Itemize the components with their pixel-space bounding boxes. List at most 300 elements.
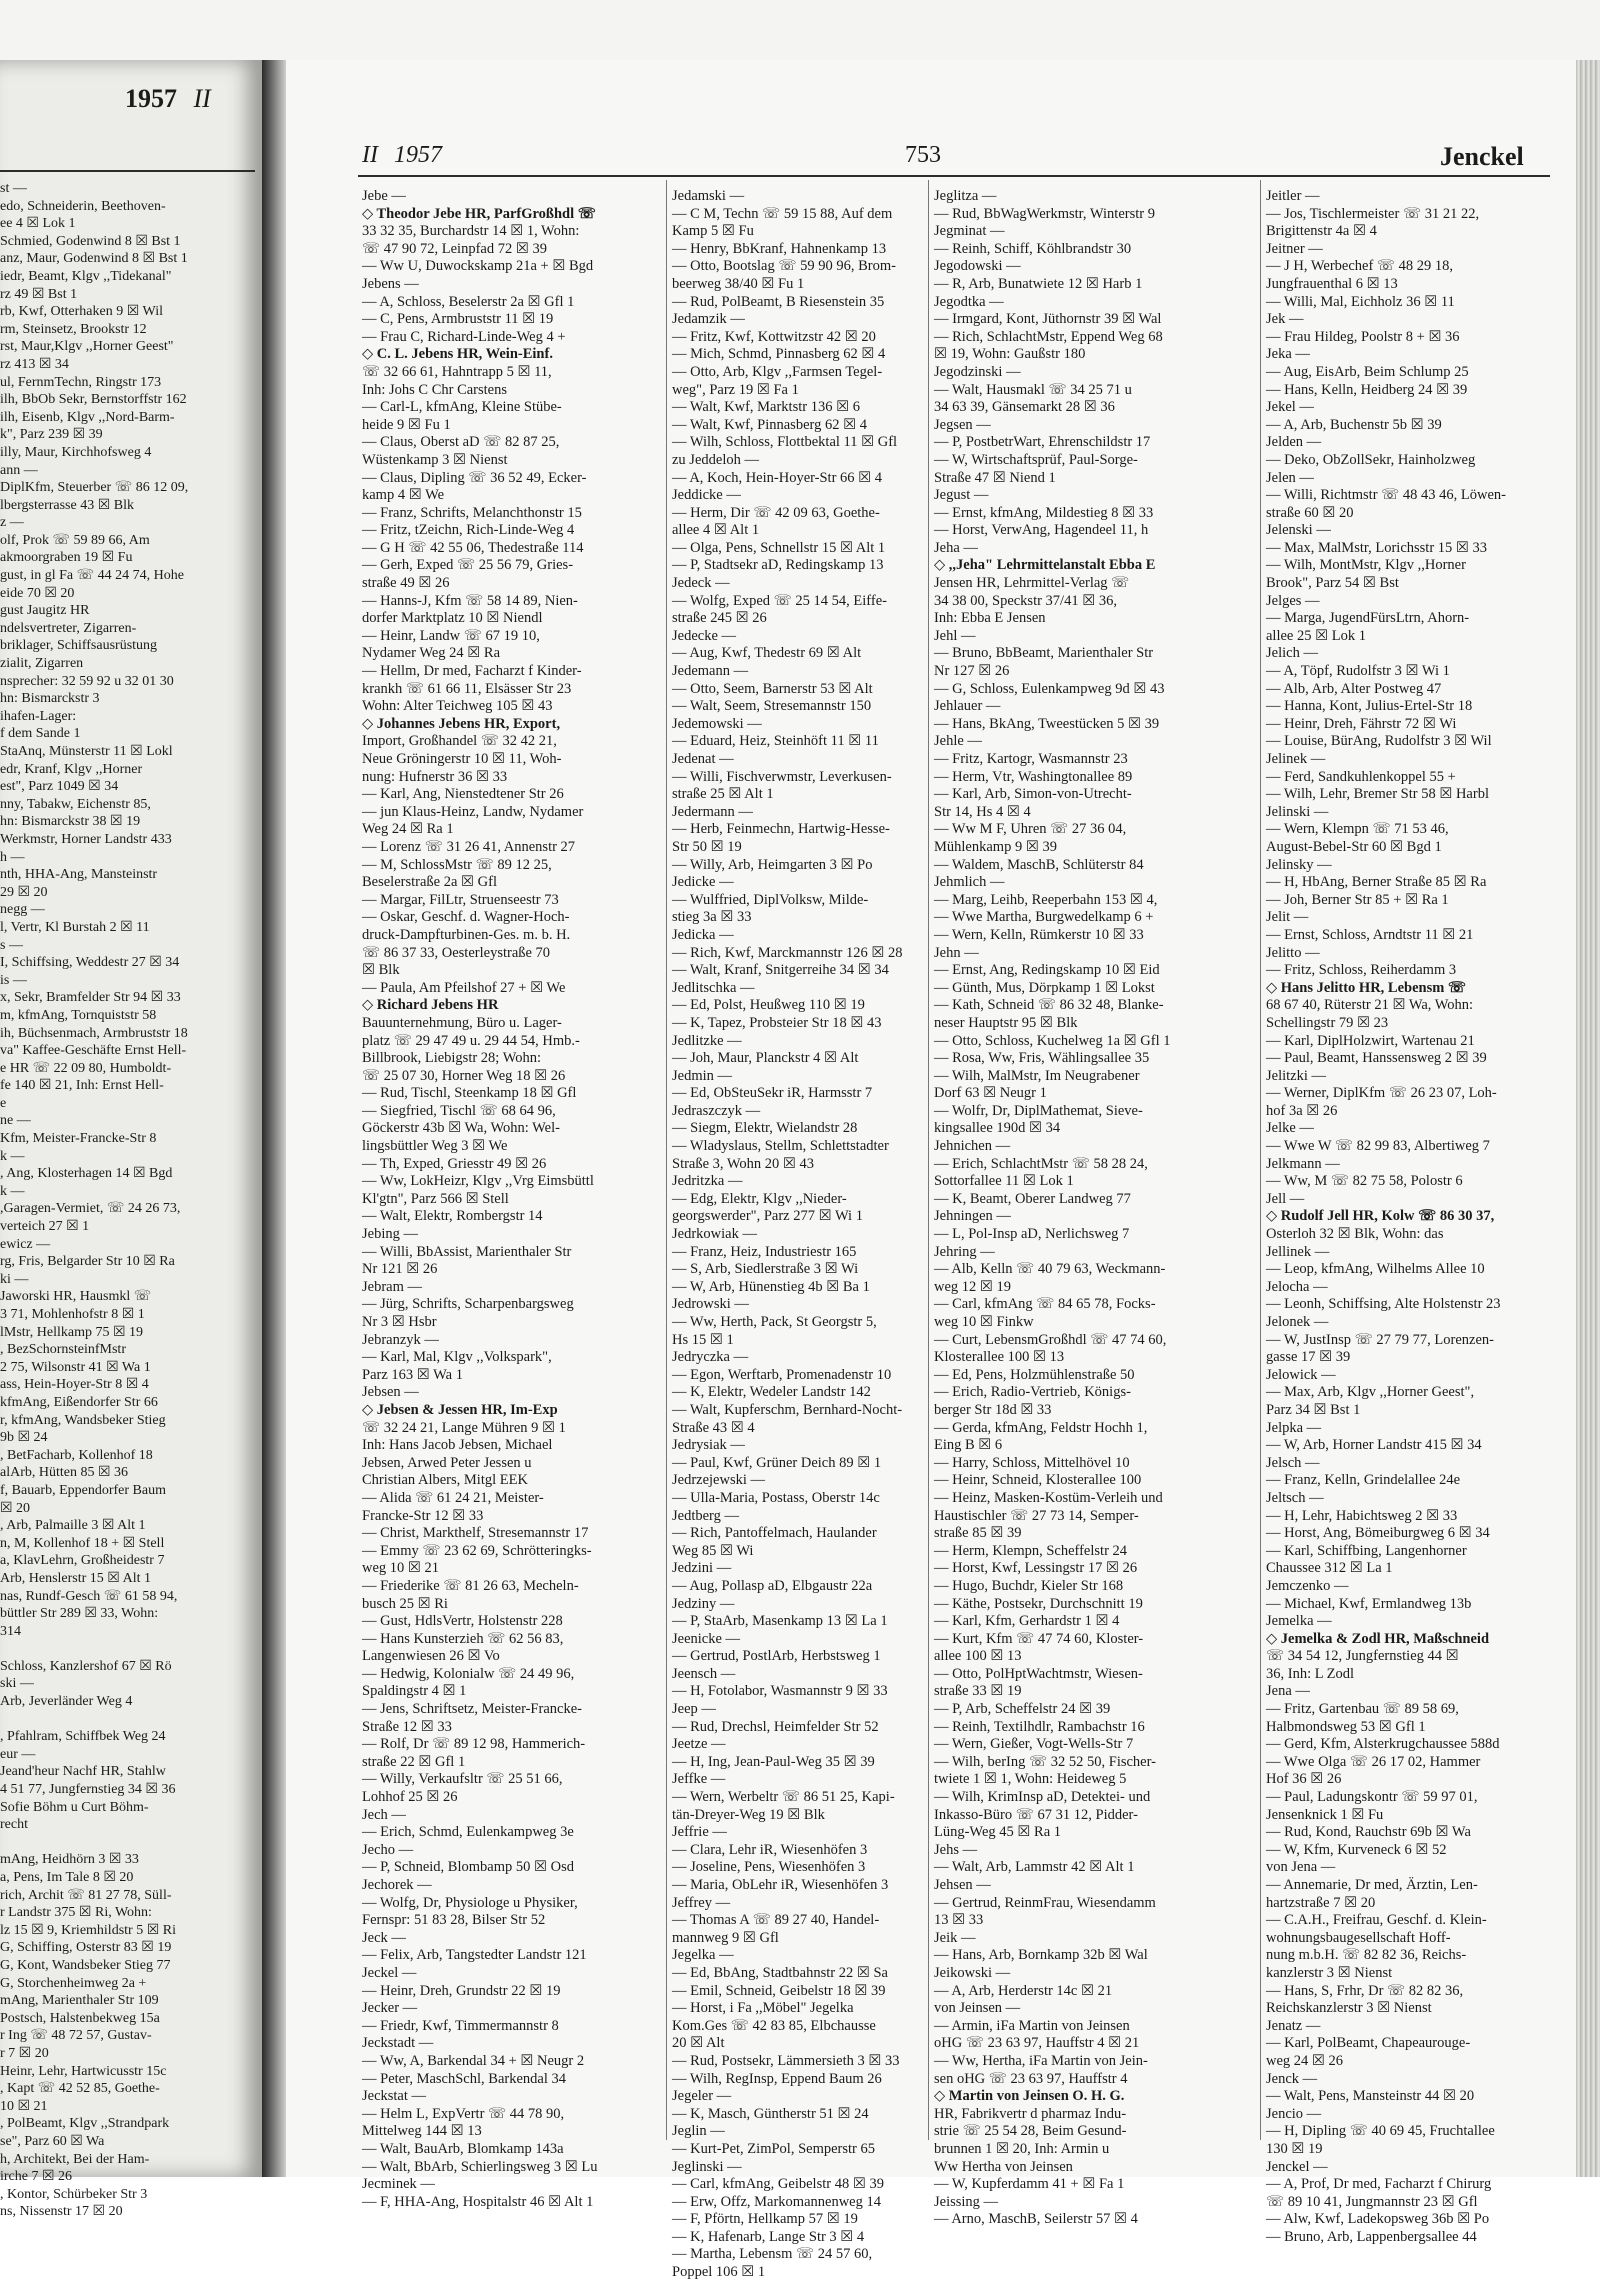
directory-entry-line — [0, 1711, 255, 1729]
directory-entry-line: ☏ 86 37 33, Oesterleystraße 70 — [362, 944, 551, 961]
directory-entry-line: — Alb, Arb, Alter Postweg 47 — [1266, 680, 1442, 697]
directory-entry-line: Jedermann — — [672, 803, 753, 820]
directory-entry-line: — Egon, Werftarb, Promenadenstr 10 — [672, 1366, 892, 1383]
directory-entry-line: Jeha — — [934, 539, 978, 556]
directory-entry-line: — Wilh, RegInsp, Eppend Baum 26 — [672, 2070, 882, 2087]
directory-entry-line: Straße 12 ☒ 33 — [362, 1718, 452, 1735]
directory-entry-line: — Heinr, Dreh, Fährstr 72 ☒ Wi — [1266, 715, 1457, 732]
directory-entry-line: Str 14, Hs 4 ☒ 4 — [934, 803, 1031, 820]
directory-entry-line: , BetFacharb, Kollenhof 18 — [0, 1447, 153, 1463]
directory-entry-line: Nr 3 ☒ Hsbr — [362, 1314, 437, 1330]
directory-column-3 — [934, 188, 1256, 2228]
directory-entry-line: Import, Großhandel ☏ 32 42 21, — [362, 733, 557, 750]
directory-entry-line: 68 67 40, Rüterstr 21 ☒ Wa, Wohn: — [1266, 997, 1474, 1014]
directory-entry-line: ki — — [0, 1271, 29, 1287]
directory-entry-line: — Willi, Richtmstr ☏ 48 43 46, Löwen- — [1266, 487, 1507, 504]
directory-entry-line: Weg 24 ☒ Ra 1 — [362, 821, 454, 838]
directory-entry-line: Spaldingstr 4 ☒ 1 — [362, 1683, 467, 1700]
directory-entry-line: — W, Kupferdamm 41 + ☒ Fa 1 — [934, 2176, 1125, 2193]
directory-entry-line: ns, Nissenstr 17 ☒ 20 — [0, 2204, 123, 2220]
directory-entry-line: ☏ 47 90 72, Leinpfad 72 ☒ 39 — [362, 240, 547, 257]
directory-entry-line: weg", Parz 19 ☒ Fa 1 — [672, 381, 799, 398]
directory-entry-line: — Martha, Lebensm ☏ 24 57 60, — [672, 2246, 873, 2263]
directory-entry-line: — Ulla-Maria, Postass, Oberstr 14c — [672, 1489, 880, 1506]
directory-entry-line: ☒ 19, Wohn: Gaußstr 180 — [934, 346, 1086, 363]
directory-entry-line: Jech — — [362, 1806, 406, 1823]
directory-entry-line: ne — — [0, 1113, 31, 1129]
directory-entry-line: Jeltsch — — [1266, 1489, 1324, 1506]
directory-entry-line: — Otto, Schloss, Kuchelweg 1a ☒ Gfl 1 — [934, 1032, 1171, 1049]
directory-entry-line: Dorf 63 ☒ Neugr 1 — [934, 1085, 1047, 1102]
directory-entry-line: — Curt, LebensmGroßhdl ☏ 47 74 60, — [934, 1331, 1167, 1348]
directory-entry-line: — Jos, Tischlermeister ☏ 31 21 22, — [1266, 205, 1480, 222]
directory-entry-line: gust, in gl Fa ☏ 44 24 74, Hohe — [0, 568, 184, 584]
directory-entry-line: zu Jeddeloh — — [672, 451, 759, 468]
directory-entry-line: Jegelka — — [672, 1947, 734, 1964]
left-volume: II — [193, 84, 211, 113]
directory-entry-line: — W, JustInsp ☏ 27 79 77, Lorenzen- — [1266, 1331, 1494, 1348]
directory-entry-line: — Paula, Am Pfeilshof 27 + ☒ We — [362, 979, 566, 996]
directory-entry-line: ilh, Eisenb, Klgv ,,Nord-Barm- — [0, 409, 175, 425]
directory-entry-line: — Olga, Pens, Schnellstr 15 ☒ Alt 1 — [672, 539, 886, 556]
directory-entry-line: eide 70 ☒ 20 — [0, 585, 75, 601]
directory-entry-line: — Fritz, Kwf, Kottwitzstr 42 ☒ 20 — [672, 328, 876, 345]
directory-entry-line: — Carl, kfmAng ☏ 84 65 78, Focks- — [934, 1296, 1156, 1313]
directory-entry-line: allee 4 ☒ Alt 1 — [672, 522, 760, 539]
directory-entry-line: — Karl, PolBeamt, Chapeaurouge- — [1266, 2035, 1471, 2052]
directory-entry-line: Jeckel — — [362, 1964, 417, 1981]
directory-entry-line: — Willi, BbAssist, Marienthaler Str — [362, 1243, 572, 1260]
directory-entry-line — [0, 1640, 255, 1658]
directory-entry-line: nas, Rundf-Gesch ☏ 61 58 94, — [0, 1588, 178, 1604]
directory-entry-line: rst, Maur,Klgv ,,Horner Geest" — [0, 339, 174, 355]
directory-entry-line: Jensenknick 1 ☒ Fu — [1266, 1806, 1384, 1823]
directory-entry-line: 29 ☒ 20 — [0, 884, 48, 900]
directory-entry-line: — Carl-L, kfmAng, Kleine Stübe- — [362, 399, 562, 416]
directory-entry-line: ski — — [0, 1676, 34, 1692]
directory-entry-line: mAng, Heidhörn 3 ☒ 33 — [0, 1852, 139, 1868]
directory-entry-line: straße 60 ☒ 20 — [1266, 504, 1354, 521]
directory-entry-line: anz, Maur, Godenwind 8 ☒ Bst 1 — [0, 251, 188, 267]
directory-entry-line: — Joh, Maur, Planckstr 4 ☒ Alt — [672, 1050, 859, 1067]
directory-entry-line: Jena — — [1266, 1683, 1310, 1700]
directory-entry-line: — Rud, Tischl, Steenkamp 18 ☒ Gfl — [362, 1085, 577, 1102]
directory-entry-line: ◇ Jebsen & Jessen HR, Im-Exp — [362, 1401, 558, 1418]
directory-entry-line: allee 100 ☒ 13 — [934, 1648, 1022, 1665]
directory-entry-line: — Leop, kfmAng, Wilhelms Allee 10 — [1266, 1261, 1485, 1278]
directory-entry-line: Jelinsky — — [1266, 856, 1332, 873]
directory-entry-line: Brook", Parz 54 ☒ Bst — [1266, 575, 1399, 592]
directory-entry-line: Inh: Hans Jacob Jebsen, Michael — [362, 1437, 553, 1454]
directory-entry-line: Inkasso-Büro ☏ 67 31 12, Pidder- — [934, 1806, 1138, 1823]
directory-entry-line: — Otto, Bootslag ☏ 59 90 96, Brom- — [672, 258, 896, 275]
directory-entry-line: — Alb, Kelln ☏ 40 79 63, Weckmann- — [934, 1261, 1166, 1278]
directory-entry-line: DiplKfm, Steuerber ☏ 86 12 09, — [0, 480, 189, 496]
directory-entry-line: — jun Klaus-Heinz, Landw, Nydamer — [362, 803, 584, 820]
directory-entry-line: — Rolf, Dr ☏ 89 12 98, Hammerich- — [362, 1736, 586, 1753]
directory-entry-line: lbergsterrasse 43 ☒ Blk — [0, 497, 134, 513]
directory-entry-line: , Kapt ☏ 42 52 85, Goethe- — [0, 2081, 160, 2097]
directory-entry-line: — Walt, Kupferschm, Bernhard-Nocht- — [672, 1401, 903, 1418]
directory-entry-line: Jeetze — — [672, 1736, 726, 1753]
directory-entry-line: Jedrysiak — — [672, 1437, 745, 1454]
directory-entry-line: neser Hauptstr 95 ☒ Blk — [934, 1014, 1078, 1031]
directory-entry-line: Jebranzyk — — [362, 1331, 439, 1348]
directory-entry-line: — Clara, Lehr iR, Wiesenhöfen 3 — [672, 1841, 868, 1858]
directory-entry-line: — Wilh, MontMstr, Klgv ,,Horner — [1266, 557, 1466, 574]
directory-entry-line: — H, Dipling ☏ 40 69 45, Fruchtallee — [1266, 2123, 1495, 2140]
directory-entry-line: — K, Beamt, Oberer Landweg 77 — [934, 1190, 1131, 1207]
directory-entry-line: — H, Fotolabor, Wasmannstr 9 ☒ 33 — [672, 1683, 888, 1700]
directory-entry-line: — Rich, SchlachtMstr, Eppend Weg 68 — [934, 328, 1163, 345]
directory-entry-line: straße 25 ☒ Alt 1 — [672, 786, 774, 803]
directory-entry-line: ih, Büchsenmach, Armbruststr 18 — [0, 1025, 188, 1041]
directory-entry-line: berger Str 18d ☒ 33 — [934, 1401, 1052, 1418]
directory-entry-line: — Horst, Kwf, Lessingstr 17 ☒ 26 — [934, 1560, 1138, 1577]
directory-entry-line: — Ed, Polst, Heußweg 110 ☒ 19 — [672, 997, 865, 1014]
directory-entry-line: Nydamer Weg 24 ☒ Ra — [362, 645, 501, 662]
directory-entry-line: brunnen 1 ☒ 20, Inh: Armin u — [934, 2140, 1110, 2157]
directory-entry-line: — Ed, BbAng, Stadtbahnstr 22 ☒ Sa — [672, 1964, 888, 1981]
directory-entry-line: — Siegfried, Tischl ☏ 68 64 96, — [362, 1102, 556, 1119]
directory-entry-line: Jekel — — [1266, 399, 1314, 416]
directory-entry-line: — Willi, Mal, Eichholz 36 ☒ 11 — [1266, 293, 1455, 310]
directory-entry-line: — Alida ☏ 61 24 21, Meister- — [362, 1489, 544, 1506]
directory-entry-line: — Frau Hildeg, Poolstr 8 + ☒ 36 — [1266, 328, 1460, 345]
directory-entry-line: druck-Dampfturbinen-Ges. m. b. H. — [362, 926, 571, 943]
directory-entry-line: — Joh, Berner Str 85 + ☒ Ra 1 — [1266, 891, 1449, 908]
directory-entry-line: — Ww, LokHeizr, Klgv ,,Vrg Eimsbüttl — [362, 1173, 594, 1190]
directory-entry-line: Chaussee 312 ☒ La 1 — [1266, 1560, 1393, 1577]
directory-entry-line: Straße 43 ☒ 4 — [672, 1419, 755, 1436]
directory-entry-line: weg 10 ☒ 21 — [362, 1560, 440, 1577]
directory-entry-line: Eing B ☒ 6 — [934, 1437, 1003, 1454]
directory-entry-line: — Margar, FilLtr, Struenseestr 73 — [362, 891, 559, 908]
directory-entry-line: — Walt, Kwf, Pinnasberg 62 ☒ 4 — [672, 416, 867, 433]
directory-entry-line: — Werner, DiplKfm ☏ 26 23 07, Loh- — [1266, 1085, 1497, 1102]
directory-entry-line: Schloss, Kanzlershof 67 ☒ Rö — [0, 1658, 172, 1674]
directory-entry-line: dorfer Marktplatz 10 ☒ Niendl — [362, 610, 543, 627]
directory-entry-line: — Ww, A, Barkendal 34 + ☒ Neugr 2 — [362, 2052, 585, 2069]
directory-entry-line: — Herm, Klempn, Scheffelstr 24 — [934, 1542, 1128, 1559]
directory-entry-line: — Wulffried, DiplVolksw, Milde- — [672, 891, 869, 908]
directory-entry-line: Inh: Johs C Chr Carstens — [362, 381, 507, 398]
directory-entry-line: — P, StaArb, Masenkamp 13 ☒ La 1 — [672, 1613, 888, 1630]
directory-entry-line: — Ernst, kfmAng, Mildestieg 8 ☒ 33 — [934, 504, 1154, 521]
directory-entry-line: — C.A.H., Freifrau, Geschf. d. Klein- — [1266, 1912, 1487, 1929]
directory-entry-line: ◇ ,,Jeha" Lehrmittelanstalt Ebba E — [934, 557, 1156, 574]
directory-entry-line: — Irmgard, Kont, Jüthornstr 39 ☒ Wal — [934, 311, 1162, 328]
directory-entry-line: mAng, Marienthaler Str 109 — [0, 1993, 159, 2009]
directory-entry-line: Jelitzki — — [1266, 1067, 1327, 1084]
directory-entry-line: StaAnq, Münsterstr 11 ☒ Lokl — [0, 744, 173, 759]
directory-entry-line: — Deko, ObZollSekr, Hainholzweg — [1266, 451, 1476, 468]
directory-entry-line: — W, Arb, Horner Landstr 415 ☒ 34 — [1266, 1437, 1482, 1454]
directory-entry-line: Halbmondsweg 53 ☒ Gfl 1 — [1266, 1718, 1426, 1735]
directory-entry-line: 13 ☒ 33 — [934, 1912, 984, 1929]
directory-entry-line: Jenatz — — [1266, 2017, 1321, 2034]
directory-entry-line: — Hugo, Buchdr, Kieler Str 168 — [934, 1577, 1124, 1594]
directory-entry-line: — Rud, BbWagWerkmstr, Winterstr 9 — [934, 205, 1155, 222]
directory-entry-line: h — — [0, 849, 25, 865]
directory-entry-line — [0, 1834, 255, 1852]
directory-entry-line: , Arb, Palmaille 3 ☒ Alt 1 — [0, 1518, 146, 1534]
directory-entry-line: ewicz — — [0, 1236, 51, 1252]
directory-entry-line: — Friederike ☏ 81 26 63, Mecheln- — [362, 1577, 579, 1594]
directory-entry-line: Jegodtka — — [934, 293, 1004, 310]
directory-entry-line: — Joseline, Pens, Wiesenhöfen 3 — [672, 1859, 866, 1876]
directory-entry-line: k — — [0, 1148, 25, 1164]
directory-entry-line: rb, Kwf, Otterhaken 9 ☒ Wil — [0, 304, 163, 320]
directory-entry-line: lMstr, Hellkamp 75 ☒ 19 — [0, 1324, 144, 1340]
directory-entry-line: I, Schiffsing, Weddestr 27 ☒ 34 — [0, 955, 180, 971]
directory-entry-line: Jelges — — [1266, 592, 1320, 609]
directory-entry-line: Jeglinski — — [672, 2158, 742, 2175]
directory-entry-line: — Bruno, BbBeamt, Marienthaler Str — [934, 645, 1154, 662]
directory-entry-line: straße 49 ☒ 26 — [362, 575, 450, 592]
directory-entry-line: oHG ☏ 23 63 97, Hauffstr 4 ☒ 21 — [934, 2035, 1140, 2052]
directory-entry-line: Poppel 106 ☒ 1 — [672, 2264, 766, 2281]
directory-entry-line: Jedicke — — [672, 874, 734, 891]
directory-entry-line: — Wladyslaus, Stellm, Schlettstadter — [672, 1138, 889, 1155]
directory-entry-line: Jedmin — — [672, 1067, 733, 1084]
directory-entry-line: , BezSchornsteinfMstr — [0, 1342, 126, 1358]
directory-entry-line: Jeffrie — — [672, 1824, 727, 1841]
directory-entry-line: f dem Sande 1 — [0, 726, 81, 742]
directory-entry-line: Jeckstat — — [362, 2088, 427, 2105]
directory-entry-line: s — — [0, 937, 23, 953]
directory-entry-line: nny, Tabakw, Eichenstr 85, — [0, 796, 151, 812]
directory-entry-line: Brigittenstr 4a ☒ 4 — [1266, 223, 1377, 240]
directory-entry-line: k", Parz 239 ☒ 39 — [0, 427, 103, 443]
directory-entry-line: Jeand'heur Nachf HR, Stahlw — [0, 1764, 166, 1780]
directory-entry-line: 33 32 35, Burchardstr 14 ☒ 1, Wohn: — [362, 223, 580, 240]
directory-entry-line: — F, HHA-Ang, Hospitalstr 46 ☒ Alt 1 — [362, 2193, 594, 2210]
directory-entry-line: ☏ 25 07 30, Horner Weg 18 ☒ 26 — [362, 1067, 566, 1084]
directory-entry-line: G, Schiffing, Osterstr 83 ☒ 19 — [0, 1940, 172, 1956]
directory-entry-line: — Erich, SchlachtMstr ☏ 58 28 24, — [934, 1155, 1148, 1172]
directory-entry-line: Jehningen — — [934, 1208, 1011, 1225]
directory-entry-line: — Otto, Arb, Klgv ,,Farmsen Tegel- — [672, 363, 883, 380]
directory-entry-line: — H, Lehr, Habichtsweg 2 ☒ 33 — [1266, 1507, 1458, 1524]
directory-entry-line: — W, Arb, Hünenstieg 4b ☒ Ba 1 — [672, 1278, 870, 1295]
directory-entry-line: — Herb, Feinmechn, Hartwig-Hesse- — [672, 821, 890, 838]
directory-entry-line: — Armin, iFa Martin von Jeinsen — [934, 2017, 1130, 2034]
directory-entry-line: — H, Ing, Jean-Paul-Weg 35 ☒ 39 — [672, 1753, 875, 1770]
directory-entry-line: — Walt, BauArb, Blomkamp 143a — [362, 2140, 564, 2157]
directory-entry-line: strie ☏ 25 54 28, Beim Gesund- — [934, 2123, 1127, 2140]
directory-entry-line: — Emmy ☏ 23 62 69, Schrötteringks- — [362, 1542, 592, 1559]
directory-entry-line: Hof 36 ☒ 26 — [1266, 1771, 1342, 1788]
directory-entry-line: — Gerda, kfmAng, Feldstr Hochh 1, — [934, 1419, 1148, 1436]
directory-entry-line: Kfm, Meister-Francke-Str 8 — [0, 1131, 157, 1147]
directory-entry-line: ◇ Martin von Jeinsen O. H. G. — [934, 2088, 1125, 2105]
directory-entry-line: sen oHG ☏ 23 63 97, Hauffstr 4 — [934, 2070, 1128, 2087]
directory-entry-line: — Aug, Kwf, Thedestr 69 ☒ Alt — [672, 645, 862, 662]
directory-entry-line: ,Garagen-Vermiet, ☏ 24 26 73, — [0, 1201, 181, 1217]
directory-entry-line: — Th, Exped, Griesstr 49 ☒ 26 — [362, 1155, 547, 1172]
directory-entry-line: rg, Fris, Belgarder Str 10 ☒ Ra — [0, 1254, 175, 1270]
directory-entry-line: von Jeinsen — — [934, 2000, 1021, 2017]
directory-entry-line: — Arno, MaschB, Seilerstr 57 ☒ 4 — [934, 2211, 1138, 2228]
directory-entry-line: — Walt, Seem, Stresemannstr 150 — [672, 698, 872, 715]
column-divider — [1260, 180, 1261, 2140]
directory-entry-line: — A, Arb, Herderstr 14c ☒ 21 — [934, 1982, 1113, 1999]
directory-entry-line: Jeck — — [362, 1929, 406, 1946]
directory-entry-line: Heinr, Lehr, Hartwicusstr 15c — [0, 2063, 167, 2079]
directory-entry-line: Jehnichen — — [934, 1138, 1011, 1155]
directory-entry-line: hartzstraße 7 ☒ 20 — [1266, 1894, 1376, 1911]
directory-entry-line: 130 ☒ 19 — [1266, 2140, 1323, 2157]
directory-entry-line: Haustischler ☏ 27 73 14, Semper- — [934, 1507, 1139, 1524]
directory-entry-line: Arb, Jeverländer Weg 4 — [0, 1694, 133, 1710]
directory-entry-line: Wohn: Alter Teichweg 105 ☒ 43 — [362, 698, 553, 715]
directory-entry-line: — Rud, Drechsl, Heimfelder Str 52 — [672, 1718, 879, 1735]
directory-entry-line: Jeka — — [1266, 346, 1310, 363]
directory-entry-line: Jelitto — — [1266, 944, 1320, 961]
directory-entry-line: nung m.b.H. ☏ 82 82 36, Reichs- — [1266, 1947, 1467, 1964]
directory-entry-line: — Karl, Ang, Nienstedtener Str 26 — [362, 786, 564, 803]
directory-entry-line: — Herm, Vtr, Washingtonallee 89 — [934, 768, 1133, 785]
directory-entry-line: hn: Bismarckstr 38 ☒ 19 — [0, 814, 141, 830]
directory-entry-line: — Otto, PolHptWachtmstr, Wiesen- — [934, 1665, 1143, 1682]
directory-entry-line: kamp 4 ☒ We — [362, 487, 445, 504]
directory-entry-line: Langenwiesen 26 ☒ Vo — [362, 1648, 500, 1665]
directory-entry-line: — A, Prof, Dr med, Facharzt f Chirurg — [1266, 2176, 1492, 2193]
directory-entry-line: — Erich, Radio-Vertrieb, Königs- — [934, 1384, 1131, 1401]
directory-entry-line: rich, Archit ☏ 81 27 78, Süll- — [0, 1887, 172, 1903]
directory-entry-line: edr, Kranf, Klgv ,,Horner — [0, 761, 143, 777]
directory-entry-line: HR, Fabrikvertr d pharmaz Indu- — [934, 2105, 1127, 2122]
directory-entry-line: — Wern, Gießer, Vogt-Wells-Str 7 — [934, 1736, 1134, 1753]
directory-entry-line: — Waldem, MaschB, Schlüterstr 84 — [934, 856, 1144, 873]
directory-entry-line: — Franz, Kelln, Grindelallee 24e — [1266, 1472, 1461, 1489]
directory-entry-line: k — — [0, 1183, 25, 1199]
directory-entry-line: e — [0, 1095, 7, 1111]
directory-entry-line: akmoorgraben 19 ☒ Fu — [0, 550, 133, 566]
directory-entry-line: , PolBeamt, Klgv ,,Strandpark — [0, 2116, 170, 2132]
directory-entry-line: — Hans Kunsterzieh ☏ 62 56 83, — [362, 1630, 564, 1647]
directory-entry-line: Jedemowski — — [672, 715, 762, 732]
directory-entry-line: twiete 1 ☒ 1, Wohn: Heideweg 5 — [934, 1771, 1127, 1788]
directory-entry-line: — Marg, Leihb, Reeperbahn 153 ☒ 4, — [934, 891, 1158, 908]
running-head-name: Jenckel — [1440, 142, 1524, 171]
directory-entry-line: wohnungsbaugesellschaft Hoff- — [1266, 1929, 1451, 1946]
left-page-column — [0, 180, 255, 2220]
directory-entry-line: — Wilh, KrimInsp aD, Detektei- und — [934, 1789, 1151, 1806]
directory-entry-line: Jeffrey — — [672, 1894, 731, 1911]
directory-entry-line: — Franz, Heiz, Industriestr 165 — [672, 1243, 857, 1260]
directory-entry-line: — Eduard, Heiz, Steinhöft 11 ☒ 11 — [672, 733, 879, 750]
directory-entry-line: — Wilh, MalMstr, Im Neugrabener — [934, 1067, 1140, 1084]
directory-entry-line: Jebing — — [362, 1226, 418, 1243]
directory-entry-line: — K, Hafenarb, Lange Str 3 ☒ 4 — [672, 2228, 865, 2245]
directory-entry-line: — Horst, i Fa ,,Möbel" Jegelka — [672, 2000, 854, 2017]
directory-entry-line: — Ww U, Duwockskamp 21a + ☒ Bgd — [362, 258, 594, 275]
directory-entry-line: Jegminat — — [934, 223, 1005, 240]
directory-entry-line: — Herm, Dir ☏ 42 09 63, Goethe- — [672, 504, 880, 521]
directory-entry-line: — Erw, Offz, Markomannenweg 14 — [672, 2193, 881, 2210]
directory-entry-line: Jedziny — — [672, 1595, 735, 1612]
directory-entry-line: r 7 ☒ 20 — [0, 2045, 49, 2061]
directory-entry-line: olf, Prok ☏ 59 89 66, Am — [0, 532, 150, 548]
directory-entry-line: — Aug, EisArb, Beim Schlump 25 — [1266, 363, 1469, 380]
directory-entry-line: ee 4 ☒ Lok 1 — [0, 216, 76, 232]
directory-entry-line: ☏ 89 10 41, Jungmannstr 23 ☒ Gfl — [1266, 2193, 1478, 2210]
directory-entry-line: edo, Schneiderin, Beethoven- — [0, 198, 166, 214]
directory-entry-line: — Karl, Arb, Simon-von-Utrecht- — [934, 786, 1132, 803]
directory-entry-line: Jeik — — [934, 1929, 976, 1946]
directory-entry-line: Jebsen, Arwed Peter Jessen u — [362, 1454, 532, 1471]
directory-entry-line: ul, FernmTechn, Ringstr 173 — [0, 374, 162, 390]
directory-entry-line: — Ww, Hertha, iFa Martin von Jein- — [934, 2052, 1148, 2069]
directory-entry-line: kingsallee 190d ☒ 34 — [934, 1120, 1061, 1137]
directory-entry-line: 20 ☒ Alt — [672, 2035, 725, 2052]
directory-entry-line: Jenckel — — [1266, 2158, 1328, 2175]
directory-entry-line: Jedamski — — [672, 188, 745, 204]
directory-entry-line: — Helm L, ExpVertr ☏ 44 78 90, — [362, 2105, 565, 2122]
directory-entry-line: — W, Kfm, Kurveneck 6 ☒ 52 — [1266, 1841, 1447, 1858]
directory-entry-line: h, Architekt, Bei der Ham- — [0, 2151, 150, 2167]
directory-entry-line: Jechorek — — [362, 1877, 432, 1893]
directory-entry-line: — Karl, Mal, Klgv ,,Volkspark", — [362, 1349, 552, 1366]
directory-entry-line: — Hanna, Kont, Julius-Ertel-Str 18 — [1266, 698, 1473, 715]
directory-entry-line: Jeckstadt — — [362, 2035, 434, 2052]
directory-entry-line: Jegust — — [934, 487, 989, 504]
directory-entry-line: Jecker — — [362, 2000, 418, 2017]
directory-entry-line: — Claus, Oberst aD ☏ 82 87 25, — [362, 434, 560, 451]
directory-entry-line: Kl'gtn", Parz 566 ☒ Stell — [362, 1190, 509, 1207]
left-running-head — [125, 84, 211, 114]
directory-entry-line: Jegeler — — [672, 2088, 732, 2105]
directory-entry-line: r Landstr 375 ☒ Ri, Wohn: — [0, 1905, 152, 1921]
directory-entry-line: — M, SchlossMstr ☏ 89 12 25, — [362, 856, 552, 873]
directory-entry-line: Arb, Henslerstr 15 ☒ Alt 1 — [0, 1570, 151, 1586]
directory-entry-line: — G, Schloss, Eulenkampweg 9d ☒ 43 — [934, 680, 1165, 697]
directory-entry-line: Jedlitschka — — [672, 979, 755, 996]
directory-entry-line: 9b ☒ 24 — [0, 1430, 48, 1446]
directory-entry-line: e HR ☏ 22 09 80, Humboldt- — [0, 1060, 172, 1076]
directory-entry-line: Jelinski — — [1266, 803, 1329, 820]
directory-entry-line: straße 245 ☒ 26 — [672, 610, 767, 627]
directory-entry-line: hof 3a ☒ 26 — [1266, 1102, 1338, 1119]
directory-entry-line: krankh ☏ 61 66 11, Elsässer Str 23 — [362, 680, 572, 697]
directory-entry-line: 34 63 39, Gänsemarkt 28 ☒ 36 — [934, 399, 1115, 416]
directory-entry-line: 2 75, Wilsonstr 41 ☒ Wa 1 — [0, 1359, 151, 1375]
directory-entry-line: straße 33 ☒ 19 — [934, 1683, 1022, 1700]
directory-entry-line: Jelich — — [1266, 645, 1318, 662]
directory-entry-line: Klosterallee 100 ☒ 13 — [934, 1349, 1065, 1366]
directory-entry-line: Mühlenkamp 9 ☒ 39 — [934, 838, 1057, 855]
directory-entry-line: — Erich, Schmd, Eulenkampweg 3e — [362, 1824, 574, 1841]
directory-entry-line: — Heinr, Landw ☏ 67 19 10, — [362, 627, 540, 644]
left-year: 1957 — [125, 84, 177, 113]
directory-entry-line: — Louise, BürAng, Rudolfstr 3 ☒ Wil — [1266, 733, 1492, 750]
directory-entry-line: Mittelweg 144 ☒ 13 — [362, 2123, 482, 2140]
directory-entry-line: — Oskar, Geschf. d. Wagner-Hoch- — [362, 909, 570, 926]
directory-entry-line: Jedlitzke — — [672, 1032, 742, 1049]
directory-entry-line: — Ww, M ☏ 82 75 58, Polostr 6 — [1266, 1173, 1463, 1190]
directory-entry-line: — Jens, Schriftsetz, Meister-Francke- — [362, 1701, 582, 1718]
directory-entry-line: x, Sekr, Bramfelder Str 94 ☒ 33 — [0, 990, 181, 1006]
directory-entry-line: — Ferd, Sandkuhlenkoppel 55 + — [1266, 768, 1456, 785]
directory-entry-line: Jedtberg — — [672, 1507, 739, 1524]
directory-entry-line: est", Parz 1049 ☒ 34 — [0, 779, 119, 795]
directory-entry-line: Jedecke — — [672, 627, 737, 644]
directory-entry-line: Jebens — — [362, 275, 419, 292]
directory-entry-line: — K, Tapez, Probsteier Str 18 ☒ 43 — [672, 1014, 882, 1031]
directory-entry-line: Nr 121 ☒ 26 — [362, 1261, 438, 1278]
